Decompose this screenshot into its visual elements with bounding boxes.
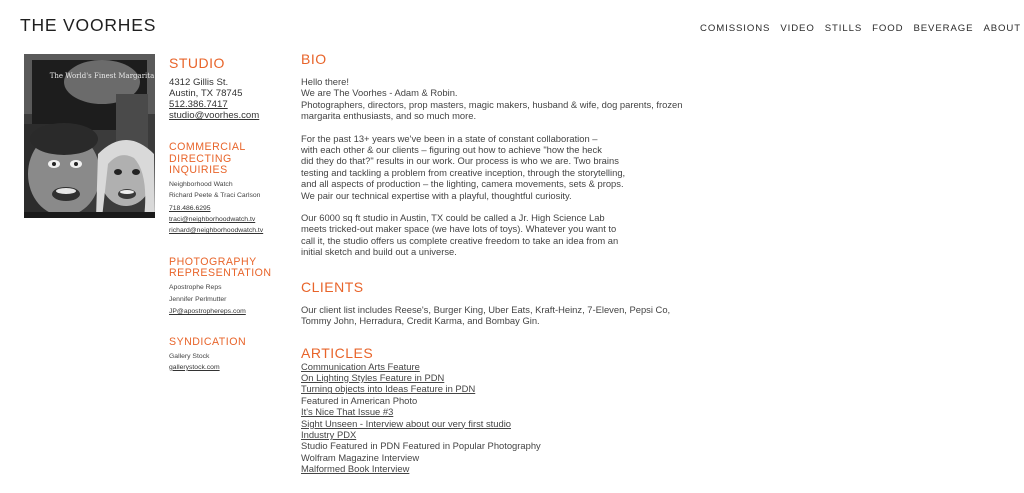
syndication-link[interactable]: gallerystock.com: [169, 363, 220, 371]
commercial-email-link-1[interactable]: traci@neighborhoodwatch.tv: [169, 216, 256, 224]
bio-line: and all aspects of production – the lighting, camera movements, sets & props.: [301, 178, 624, 190]
articles-heading: ARTICLES: [301, 344, 374, 361]
studio-address-line1: 4312 Gillis St.: [169, 77, 229, 88]
syndication-block: [169, 337, 289, 373]
clients-line: Tommy John, Herradura, Credit Karma, and Bombay Gin.: [301, 315, 540, 327]
commercial-company: Neighborhood Watch: [169, 180, 233, 188]
article-link[interactable]: Industry PDX: [301, 428, 357, 440]
bio-line: call it, the studio offers us complete creative freedom to take an idea from an: [301, 234, 619, 246]
portrait-image: [24, 54, 155, 218]
bio-line: Our 6000 sq ft studio in Austin, TX could be called a Jr. High Science Lab: [301, 212, 605, 224]
photography-block: [169, 257, 289, 318]
bio-line: We are The Voorhes - Adam & Robin.: [301, 87, 458, 99]
article-link[interactable]: Malformed Book Interview: [301, 463, 410, 475]
article-item: Featured in American Photo: [301, 394, 418, 406]
photography-heading: [169, 257, 289, 280]
commercial-heading-line2: DIRECTING INQUIRIES: [169, 152, 232, 176]
studio-email-link[interactable]: studio@voorhes.com: [169, 110, 260, 121]
nav-beverage[interactable]: BEVERAGE: [913, 23, 974, 34]
nav-video[interactable]: VIDEO: [780, 23, 815, 34]
bio-line: initial sketch and build out a universe.: [301, 246, 457, 258]
bio-paragraph-2: [301, 133, 721, 201]
article-link[interactable]: Sight Unseen - Interview about our very first studio: [301, 417, 511, 429]
commercial-heading: [169, 142, 289, 177]
clients-heading: CLIENTS: [301, 278, 364, 295]
bio-heading: BIO: [301, 51, 327, 67]
commercial-people: Richard Peete & Traci Carlson: [169, 191, 261, 199]
clients-line: Our client list includes Reese's, Burger King, Uber Eats, Kraft-Heinz, 7-Eleven, Pepsi Co,: [301, 303, 671, 315]
photography-email-link[interactable]: JP@apostrophereps.com: [169, 307, 246, 315]
article-link[interactable]: On Lighting Styles Feature in PDN: [301, 371, 445, 383]
article-item: Wolfram Magazine Interview: [301, 451, 420, 463]
bio-line: margarita enthusiasts, and so much more.: [301, 110, 477, 122]
commercial-heading-line1: COMMERCIAL: [169, 141, 246, 153]
commercial-block: [169, 142, 289, 237]
photography-person: Jennifer Perlmutter: [169, 295, 227, 303]
clients-paragraph: [301, 304, 721, 327]
bio-paragraph-1: [301, 76, 721, 122]
article-link[interactable]: Communication Arts Feature: [301, 360, 420, 372]
photography-heading-line1: PHOTOGRAPHY: [169, 255, 257, 268]
bio-line: For the past 13+ years we've been in a state of constant collaboration –: [301, 132, 598, 144]
nav-comissions[interactable]: COMISSIONS: [700, 23, 771, 34]
syndication-heading: SYNDICATION: [169, 336, 247, 349]
bio-line: with each other & our clients – figuring out how to achieve "how the heck: [301, 144, 602, 156]
bio-line: did they do that?" results in our work. Our process is who we are. Two brains: [301, 155, 619, 167]
portrait-photo: [24, 54, 155, 218]
nav-about[interactable]: ABOUT: [983, 23, 1021, 34]
bio-line: Hello there!: [301, 76, 349, 87]
studio-heading: STUDIO: [169, 55, 225, 71]
contact-sidebar: [169, 55, 289, 373]
photography-heading-line2: REPRESENTATION: [169, 267, 272, 280]
studio-address: [169, 77, 289, 121]
bio-line: Photographers, directors, prop masters, magic makers, husband & wife, dog parents, frozen: [301, 98, 683, 110]
nav-food[interactable]: FOOD: [872, 23, 904, 34]
studio-phone-link[interactable]: 512.386.7417: [169, 99, 228, 110]
bio-line: We pair our technical expertise with a playful, thoughtful curiosity.: [301, 189, 572, 201]
article-link[interactable]: Turning objects into Ideas Feature in PDN: [301, 383, 476, 395]
article-item: Studio Featured in PDN Featured in Popular Photography: [301, 440, 541, 452]
main-nav: [700, 23, 1021, 34]
bio-paragraph-3: [301, 212, 721, 258]
main-content: [301, 51, 721, 475]
sign-text: The World's Finest Margarita: [49, 72, 155, 80]
articles-list: [301, 361, 721, 475]
site-logo[interactable]: THE VOORHES: [20, 15, 157, 35]
nav-stills[interactable]: STILLS: [824, 23, 863, 34]
bio-line: testing and tackling a problem from creative inception, through the storytelling,: [301, 166, 626, 178]
studio-address-line2: Austin, TX 78745: [169, 88, 243, 99]
syndication-agency: Gallery Stock: [169, 352, 210, 360]
photography-agency: Apostrophe Reps: [169, 283, 222, 291]
commercial-email-link-2[interactable]: richard@neighborhoodwatch.tv: [169, 227, 264, 235]
article-link[interactable]: It's Nice That Issue #3: [301, 406, 394, 418]
commercial-phone-link[interactable]: 718.486.6295: [169, 204, 211, 212]
bio-line: meets tricked-out maker space (we have lots of toys). Whatever you want to: [301, 223, 617, 235]
